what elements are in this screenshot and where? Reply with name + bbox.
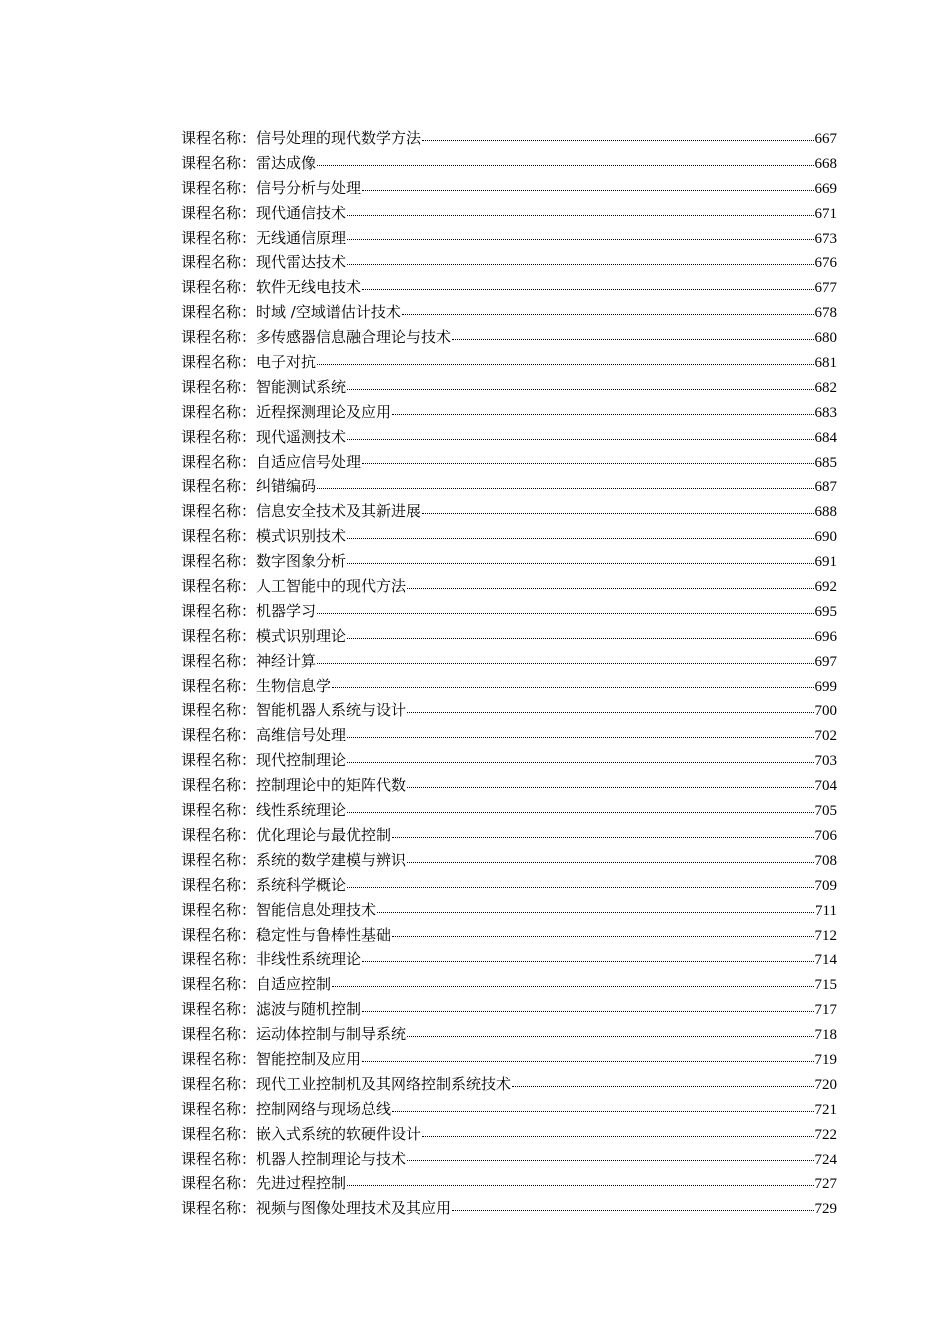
toc-entry-prefix: 课程名称： [181, 825, 257, 844]
toc-entry-page-number: 715 [814, 977, 837, 994]
toc-entry-prefix: 课程名称： [181, 402, 257, 421]
toc-entry-title: 无线通信原理 [256, 228, 347, 247]
toc-entry-prefix: 课程名称： [181, 552, 257, 571]
toc-entry-prefix: 课程名称： [181, 726, 257, 745]
toc-entry-title: 视频与图像处理技术及其应用 [256, 1199, 452, 1218]
toc-entry-title: 智能测试系统 [256, 377, 347, 396]
toc-entry-title: 信号分析与处理 [256, 178, 362, 197]
toc-entry[interactable] [181, 1072, 837, 1097]
toc-entry-page-number: 673 [814, 230, 837, 247]
toc-entry-title: 非线性系统理论 [256, 950, 362, 969]
toc-entry-prefix: 课程名称： [181, 651, 257, 670]
toc-entry-prefix: 课程名称： [181, 328, 257, 347]
toc-dot-leader [317, 488, 813, 489]
toc-dot-leader [347, 887, 813, 888]
toc-dot-leader [362, 289, 813, 290]
toc-entry-page-number: 683 [814, 404, 837, 421]
table-of-contents [181, 126, 837, 1221]
toc-entry[interactable] [181, 848, 837, 873]
toc-entry-page-number: 687 [814, 479, 837, 496]
toc-entry[interactable] [181, 250, 837, 275]
toc-entry-page-number: 708 [814, 852, 837, 869]
toc-entry-prefix: 课程名称： [181, 801, 257, 820]
toc-entry-prefix: 课程名称： [181, 427, 257, 446]
toc-entry-title: 现代遥测技术 [256, 427, 347, 446]
toc-entry-prefix: 课程名称： [181, 676, 257, 695]
toc-entry[interactable] [181, 1122, 837, 1147]
toc-entry-title: 滤波与随机控制 [256, 1000, 362, 1019]
toc-entry-page-number: 667 [814, 131, 837, 147]
toc-entry-page-number: 729 [814, 1201, 837, 1218]
toc-entry-title: 稳定性与鲁棒性基础 [256, 925, 392, 944]
toc-entry-title: 时域 /空域谱估计技术 [256, 303, 401, 322]
toc-entry-prefix: 课程名称： [181, 502, 257, 521]
toc-entry-title: 电子对抗 [256, 353, 317, 372]
toc-dot-leader [347, 538, 813, 539]
toc-entry-prefix: 课程名称： [181, 950, 257, 969]
toc-entry-prefix: 课程名称： [181, 1049, 257, 1068]
toc-entry-title: 机器人控制理论与技术 [256, 1149, 407, 1168]
toc-entry-prefix: 课程名称： [181, 253, 257, 272]
toc-entry-prefix: 课程名称： [181, 1099, 257, 1118]
toc-dot-leader [362, 463, 813, 464]
toc-entry-title: 数字图象分析 [256, 552, 347, 571]
toc-entry-page-number: 719 [814, 1051, 837, 1068]
toc-entry-page-number: 677 [814, 280, 837, 297]
toc-entry[interactable] [181, 997, 837, 1022]
toc-entry-title: 软件无线电技术 [256, 278, 362, 297]
toc-entry[interactable] [181, 325, 837, 350]
toc-entry-prefix: 课程名称： [181, 303, 257, 322]
toc-entry[interactable] [181, 698, 837, 723]
toc-dot-leader [347, 1185, 813, 1186]
toc-entry-page-number: 718 [814, 1027, 837, 1044]
toc-entry-prefix: 课程名称： [181, 1199, 257, 1218]
toc-dot-leader [392, 414, 813, 415]
toc-entry[interactable] [181, 624, 837, 649]
toc-entry-page-number: 722 [814, 1126, 837, 1143]
toc-entry[interactable] [181, 1171, 837, 1196]
toc-entry-prefix: 课程名称： [181, 626, 257, 645]
toc-entry-prefix: 课程名称： [181, 925, 257, 944]
toc-entry-page-number: 703 [814, 753, 837, 770]
toc-entry-title: 现代通信技术 [256, 203, 347, 222]
toc-entry-page-number: 714 [814, 952, 837, 969]
toc-entry-title: 模式识别技术 [256, 527, 347, 546]
toc-entry-prefix: 课程名称： [181, 452, 257, 471]
toc-entry[interactable] [181, 226, 837, 251]
toc-entry-page-number: 724 [814, 1151, 837, 1168]
toc-entry[interactable] [181, 972, 837, 997]
toc-entry-prefix: 课程名称： [181, 601, 257, 620]
toc-entry-page-number: 717 [814, 1002, 837, 1019]
toc-entry-page-number: 706 [814, 827, 837, 844]
toc-entry-title: 控制网络与现场总线 [256, 1099, 392, 1118]
toc-entry[interactable] [181, 350, 837, 375]
toc-dot-leader [512, 1086, 813, 1087]
toc-entry-title: 高维信号处理 [256, 726, 347, 745]
toc-entry[interactable] [181, 1022, 837, 1047]
toc-entry-prefix: 课程名称： [181, 377, 257, 396]
toc-entry-page-number: 681 [814, 355, 837, 372]
toc-entry-title: 信号处理的现代数学方法 [256, 129, 422, 147]
toc-entry-page-number: 680 [814, 330, 837, 347]
toc-dot-leader [422, 140, 813, 141]
toc-entry[interactable] [181, 923, 837, 948]
toc-entry-title: 智能信息处理技术 [256, 900, 377, 919]
toc-entry[interactable] [181, 549, 837, 574]
toc-dot-leader [317, 165, 813, 166]
toc-entry-page-number: 711 [815, 902, 837, 919]
toc-dot-leader [332, 986, 813, 987]
toc-entry-prefix: 课程名称： [181, 1025, 257, 1044]
toc-dot-leader [362, 190, 813, 191]
toc-dot-leader [347, 264, 813, 265]
toc-dot-leader [347, 762, 813, 763]
toc-dot-leader [332, 687, 813, 688]
toc-entry-prefix: 课程名称： [181, 228, 257, 247]
toc-entry[interactable] [181, 723, 837, 748]
toc-entry-title: 近程探测理论及应用 [256, 402, 392, 421]
toc-dot-leader [347, 439, 813, 440]
toc-entry-page-number: 721 [814, 1101, 837, 1118]
toc-entry-page-number: 669 [814, 180, 837, 197]
toc-entry-page-number: 699 [814, 678, 837, 695]
toc-entry-prefix: 课程名称： [181, 577, 257, 596]
toc-dot-leader [362, 1061, 813, 1062]
toc-entry-title: 系统的数学建模与辨识 [256, 850, 407, 869]
toc-entry-prefix: 课程名称： [181, 975, 257, 994]
toc-entry-title: 控制理论中的矩阵代数 [256, 776, 407, 795]
toc-entry-title: 系统科学概论 [256, 875, 347, 894]
toc-entry[interactable] [181, 450, 837, 475]
toc-dot-leader [347, 812, 813, 813]
toc-entry-prefix: 课程名称： [181, 875, 257, 894]
toc-entry-title: 现代控制理论 [256, 751, 347, 770]
toc-entry-title: 自适应控制 [256, 975, 332, 994]
toc-entry-title: 运动体控制与制导系统 [256, 1025, 407, 1044]
toc-dot-leader [407, 712, 813, 713]
toc-dot-leader [317, 663, 813, 664]
toc-entry-prefix: 课程名称： [181, 850, 257, 869]
toc-entry-page-number: 691 [814, 554, 837, 571]
toc-entry-page-number: 684 [814, 429, 837, 446]
toc-dot-leader [317, 364, 813, 365]
toc-entry-prefix: 课程名称： [181, 1074, 257, 1093]
toc-entry-title: 现代雷达技术 [256, 253, 347, 272]
toc-entry-prefix: 课程名称： [181, 353, 257, 372]
toc-entry-title: 自适应信号处理 [256, 452, 362, 471]
toc-entry-prefix: 课程名称： [181, 129, 257, 147]
toc-entry[interactable] [181, 1196, 837, 1221]
toc-entry-title: 优化理论与最优控制 [256, 825, 392, 844]
toc-entry-title: 雷达成像 [256, 153, 317, 172]
toc-entry-prefix: 课程名称： [181, 203, 257, 222]
toc-entry[interactable] [181, 674, 837, 699]
toc-entry-title: 神经计算 [256, 651, 317, 670]
toc-dot-leader [407, 588, 813, 589]
toc-entry[interactable] [181, 773, 837, 798]
toc-entry-prefix: 课程名称： [181, 1000, 257, 1019]
toc-entry-page-number: 720 [814, 1076, 837, 1093]
toc-dot-leader [362, 1011, 813, 1012]
toc-entry[interactable] [181, 176, 837, 201]
toc-entry-title: 生物信息学 [256, 676, 332, 695]
toc-entry[interactable] [181, 425, 837, 450]
toc-entry[interactable] [181, 275, 837, 300]
toc-dot-leader [452, 339, 813, 340]
toc-dot-leader [347, 389, 813, 390]
toc-dot-leader [347, 215, 813, 216]
toc-entry[interactable] [181, 300, 837, 325]
toc-entry-title: 多传感器信息融合理论与技术 [256, 328, 452, 347]
toc-dot-leader [347, 563, 813, 564]
toc-dot-leader [377, 912, 814, 913]
toc-entry-page-number: 690 [814, 529, 837, 546]
toc-entry-prefix: 课程名称： [181, 477, 257, 496]
toc-entry[interactable] [181, 947, 837, 972]
toc-dot-leader [407, 862, 813, 863]
toc-entry-page-number: 705 [814, 803, 837, 820]
toc-entry-page-number: 702 [814, 728, 837, 745]
toc-dot-leader [407, 1160, 813, 1161]
toc-entry[interactable] [181, 1147, 837, 1172]
toc-dot-leader [347, 638, 813, 639]
toc-entry-page-number: 697 [814, 653, 837, 670]
toc-entry-prefix: 课程名称： [181, 527, 257, 546]
toc-dot-leader [422, 513, 813, 514]
toc-entry[interactable] [181, 898, 837, 923]
toc-entry-page-number: 700 [814, 703, 837, 720]
toc-entry-title: 纠错编码 [256, 477, 317, 496]
toc-entry[interactable] [181, 649, 837, 674]
toc-entry-page-number: 696 [814, 628, 837, 645]
toc-entry[interactable] [181, 474, 837, 499]
toc-dot-leader [362, 961, 813, 962]
toc-entry-prefix: 课程名称： [181, 278, 257, 297]
toc-dot-leader [317, 613, 813, 614]
toc-entry-title: 嵌入式系统的软硬件设计 [256, 1124, 422, 1143]
toc-entry-page-number: 709 [814, 877, 837, 894]
toc-entry[interactable] [181, 151, 837, 176]
toc-entry-title: 模式识别理论 [256, 626, 347, 645]
toc-entry-page-number: 692 [814, 579, 837, 596]
toc-entry[interactable] [181, 524, 837, 549]
toc-dot-leader [407, 787, 813, 788]
toc-entry[interactable] [181, 823, 837, 848]
toc-entry-page-number: 685 [814, 454, 837, 471]
toc-entry-title: 智能控制及应用 [256, 1049, 362, 1068]
toc-entry-prefix: 课程名称： [181, 153, 257, 172]
toc-entry[interactable] [181, 126, 837, 151]
toc-entry[interactable] [181, 798, 837, 823]
toc-entry-page-number: 695 [814, 603, 837, 620]
toc-entry-prefix: 课程名称： [181, 178, 257, 197]
toc-entry[interactable] [181, 599, 837, 624]
toc-dot-leader [407, 1036, 813, 1037]
toc-entry-title: 现代工业控制机及其网络控制系统技术 [256, 1074, 512, 1093]
toc-entry[interactable] [181, 748, 837, 773]
toc-entry-page-number: 688 [814, 504, 837, 521]
toc-dot-leader [422, 1136, 813, 1137]
toc-entry-page-number: 727 [814, 1176, 837, 1193]
toc-entry-title: 人工智能中的现代方法 [256, 577, 407, 596]
toc-entry-page-number: 676 [814, 255, 837, 272]
toc-entry-prefix: 课程名称： [181, 900, 257, 919]
toc-entry-title: 信息安全技术及其新进展 [256, 502, 422, 521]
toc-entry[interactable] [181, 1047, 837, 1072]
toc-entry[interactable] [181, 499, 837, 524]
toc-entry-page-number: 712 [814, 927, 837, 944]
toc-entry[interactable] [181, 375, 837, 400]
toc-entry-prefix: 课程名称： [181, 1149, 257, 1168]
toc-entry[interactable] [181, 201, 837, 226]
toc-dot-leader [452, 1210, 813, 1211]
toc-entry-title: 先进过程控制 [256, 1174, 347, 1193]
toc-entry[interactable] [181, 400, 837, 425]
toc-entry-prefix: 课程名称： [181, 701, 257, 720]
toc-entry-prefix: 课程名称： [181, 776, 257, 795]
toc-entry-title: 机器学习 [256, 601, 317, 620]
toc-dot-leader [392, 837, 813, 838]
toc-dot-leader [347, 239, 813, 240]
toc-entry-page-number: 682 [814, 379, 837, 396]
toc-entry-page-number: 668 [814, 155, 837, 172]
toc-entry-page-number: 671 [814, 205, 837, 222]
toc-entry[interactable] [181, 1097, 837, 1122]
toc-dot-leader [392, 1111, 813, 1112]
toc-entry-prefix: 课程名称： [181, 751, 257, 770]
toc-dot-leader [347, 737, 813, 738]
toc-entry-page-number: 678 [814, 305, 837, 322]
toc-dot-leader [402, 314, 814, 315]
toc-entry[interactable] [181, 574, 837, 599]
toc-entry-title: 智能机器人系统与设计 [256, 701, 407, 720]
toc-entry-prefix: 课程名称： [181, 1174, 257, 1193]
toc-entry-title: 线性系统理论 [256, 801, 347, 820]
toc-entry-page-number: 704 [814, 778, 837, 795]
toc-entry[interactable] [181, 873, 837, 898]
toc-dot-leader [392, 936, 813, 937]
toc-entry-prefix: 课程名称： [181, 1124, 257, 1143]
